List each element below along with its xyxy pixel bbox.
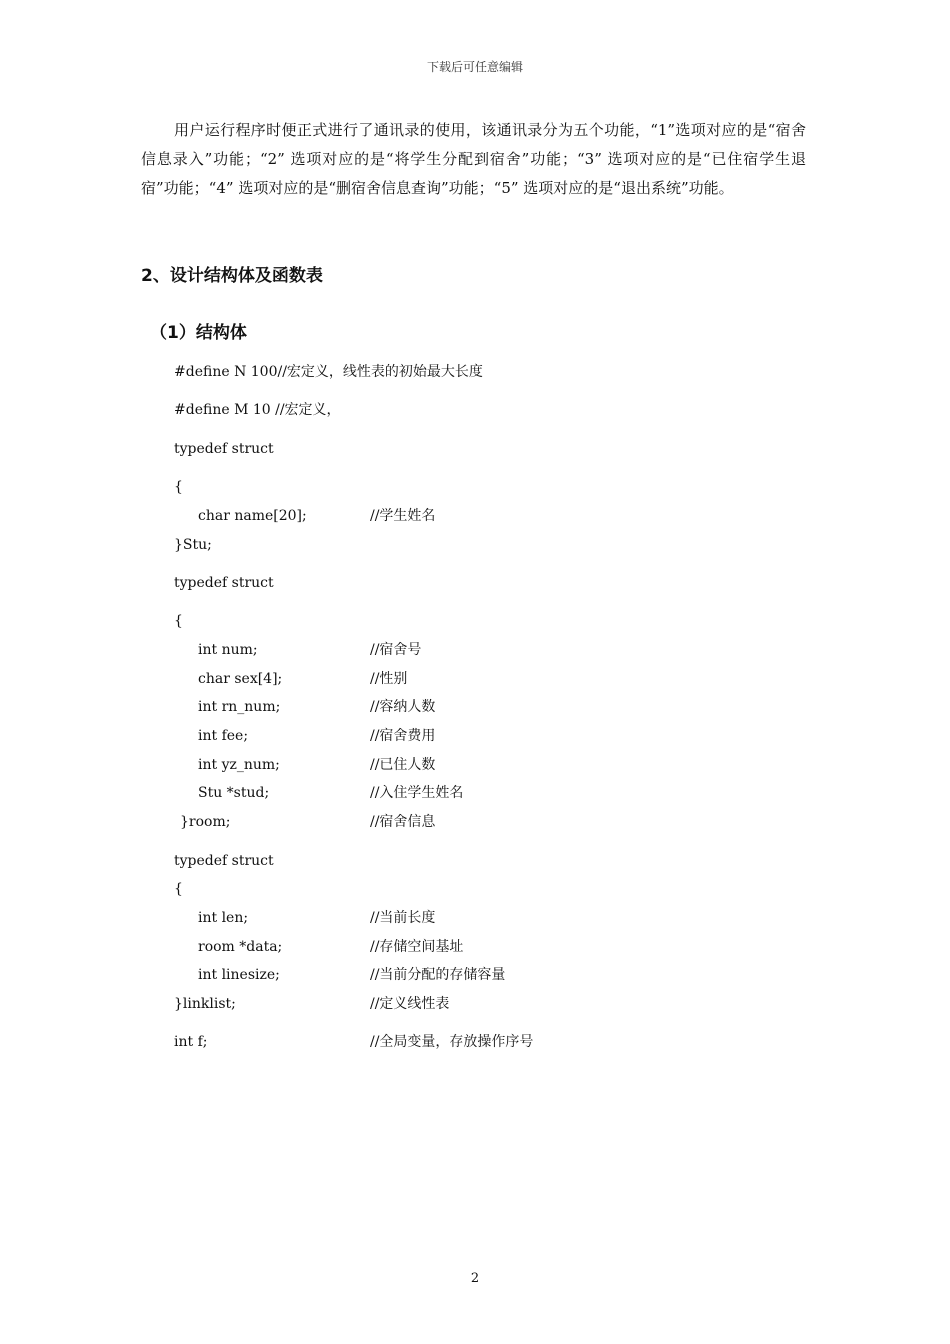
code-comment: //全局变量，存放操作序号 [370,1034,534,1050]
code-line: { [174,613,183,629]
code-line: }Stu; [174,537,212,553]
code-line: int fee; [198,728,249,744]
intro-paragraph: 用户运行程序时便正式进行了通讯录的使用，该通讯录分为五个功能，“1”选项对应的是“宿舍信息录入”功能；“2” 选项对应的是“将学生分配到宿舍”功能；“3” 选项对应的是“已住宿学生退宿”功能；“4” 选项对应的是“删宿舍信息查询”功能；“5” 选项对应的是“退出系统”功能。 [141,121,806,197]
code-line: { [174,881,183,897]
code-comment: //宿舍号 [370,642,422,658]
code-comment: //存储空间基址 [370,939,464,955]
code-line: char name[20]; [198,508,307,524]
code-line: typedef struct [174,853,274,869]
code-comment: //已住人数 [370,757,436,773]
page-number: 2 [470,1271,480,1286]
code-comment: //当前长度 [370,910,436,926]
code-line: int num; [198,642,258,658]
code-line: int yz_num; [198,757,280,773]
code-comment: //宿舍费用 [370,728,436,744]
code-line: }linklist; [174,996,236,1012]
code-line: char sex[4]; [198,671,283,687]
code-line: typedef struct [174,575,274,591]
code-comment: //当前分配的存储容量 [370,967,506,983]
code-line: int f; [174,1034,208,1050]
section-heading: 2、设计结构体及函数表 [141,266,323,286]
code-line: Stu *stud; [198,785,270,801]
code-line: typedef struct [174,441,274,457]
code-comment: //容纳人数 [370,699,436,715]
code-comment: //性别 [370,671,408,687]
code-comment: //学生姓名 [370,508,436,524]
code-line: int rn_num; [198,699,281,715]
code-comment: //入住学生姓名 [370,785,464,801]
code-line: int linesize; [198,967,280,983]
code-comment: //定义线性表 [370,996,450,1012]
code-line: int len; [198,910,249,926]
page-header: 下载后可任意编辑 [426,60,523,74]
code-line: { [174,479,183,495]
code-line: #define N 100//宏定义，线性表的初始最大长度 [174,364,483,380]
code-line: room *data; [198,939,283,955]
code-line: #define M 10 //宏定义， [174,402,341,418]
code-line: }room; [180,814,231,830]
code-comment: //宿舍信息 [370,814,436,830]
subsection-heading: （1）结构体 [150,323,247,343]
